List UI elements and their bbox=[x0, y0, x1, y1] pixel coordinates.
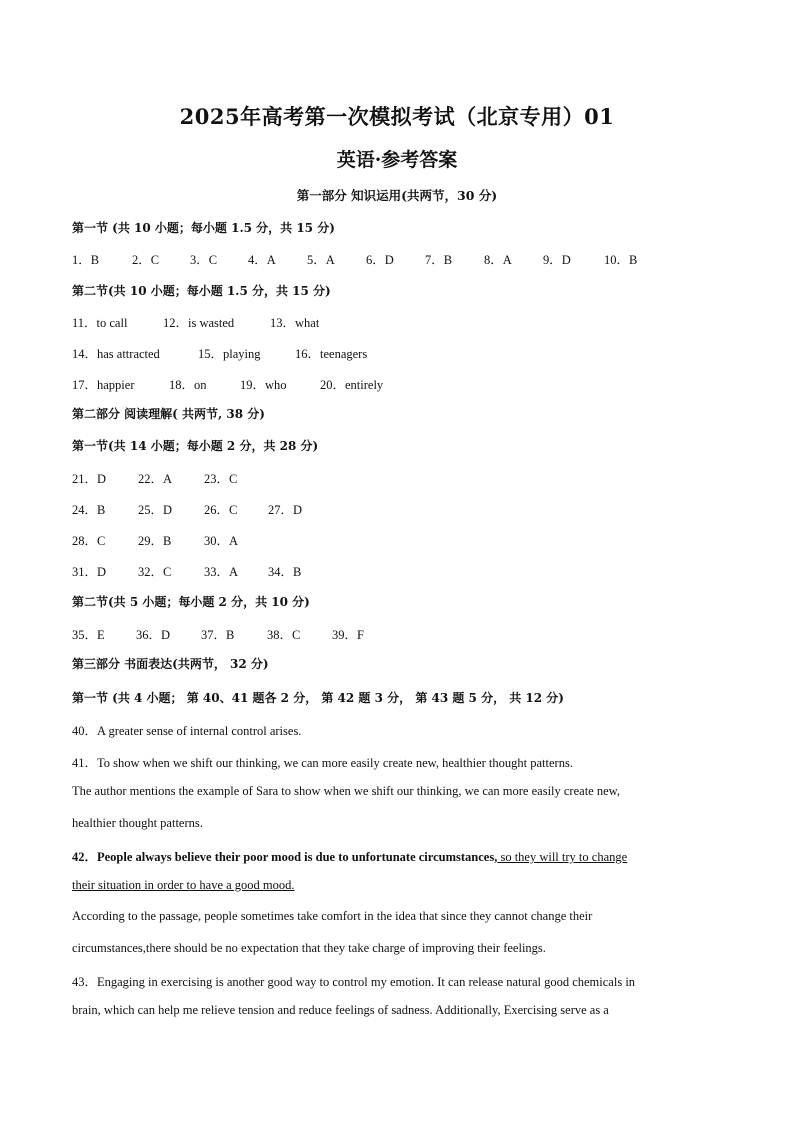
part2-heading: 第二部分 阅读理解( 共两节, 38 分) bbox=[72, 407, 265, 421]
p2s2-answer-row bbox=[72, 625, 364, 643]
answer: 21．D bbox=[72, 472, 107, 486]
answer-41: 41．To show when we shift our thinking, we can more easily create new, healthier thought patterns. bbox=[72, 756, 573, 770]
p1s2-answer-row bbox=[72, 375, 383, 393]
answer: 26．C bbox=[204, 503, 238, 517]
answer: 11．to call bbox=[72, 316, 128, 330]
answer: 3．C bbox=[190, 253, 218, 267]
answer: 17．happier bbox=[72, 378, 135, 392]
p1s1-heading: 第一节 (共 10 小题；每小题 1.5 分，共 15 分) bbox=[72, 221, 335, 235]
answer-41-explanation: healthier thought patterns. bbox=[72, 816, 203, 830]
answer: 33．A bbox=[204, 565, 239, 579]
p1s1-answer-row bbox=[72, 250, 637, 268]
answer: 1．B bbox=[72, 253, 100, 267]
answer: 29．B bbox=[138, 534, 172, 548]
answer: 9．D bbox=[543, 253, 571, 267]
answer: 36．D bbox=[136, 628, 171, 642]
p2s1-answer-row bbox=[72, 562, 301, 580]
answer: 15．playing bbox=[198, 347, 261, 361]
answer-42 bbox=[72, 847, 627, 865]
answer: 14．has attracted bbox=[72, 347, 160, 361]
answer: 10．B bbox=[604, 253, 638, 267]
answer: 18．on bbox=[169, 378, 207, 392]
answer-43: brain, which can help me relieve tension and reduce feelings of sadness. Additionally, Exercising serve as a bbox=[72, 1003, 609, 1017]
answer: 6．D bbox=[366, 253, 394, 267]
answer: 12．is wasted bbox=[163, 316, 235, 330]
answer: 35．E bbox=[72, 628, 105, 642]
answer: 28．C bbox=[72, 534, 106, 548]
answer: 39．F bbox=[332, 628, 364, 642]
answer: 2．C bbox=[132, 253, 160, 267]
p2s2-heading: 第二节(共 5 小题；每小题 2 分，共 10 分) bbox=[72, 595, 310, 609]
p1s2-answer-row bbox=[72, 344, 367, 362]
answer: 38．C bbox=[267, 628, 301, 642]
answer: 16．teenagers bbox=[295, 347, 368, 361]
answer: 19．who bbox=[240, 378, 287, 392]
answer: 27．D bbox=[268, 503, 303, 517]
p2s1-heading: 第一节(共 14 小题；每小题 2 分，共 28 分) bbox=[72, 439, 319, 453]
answer-42-bold: 42．People always believe their poor mood is due to unfortunate circumstances, bbox=[72, 850, 498, 864]
answer: 31．D bbox=[72, 565, 107, 579]
p2s1-answer-row bbox=[72, 531, 238, 549]
page-subtitle: 英语·参考答案 bbox=[336, 149, 458, 171]
answer: 13．what bbox=[270, 316, 320, 330]
answer: 24．B bbox=[72, 503, 106, 517]
answer-42-explanation: circumstances,there should be no expectation that they take charge of improving their feelings. bbox=[72, 941, 546, 955]
p2s1-answer-row bbox=[72, 469, 237, 487]
answer: 22．A bbox=[138, 472, 173, 486]
answer: 23．C bbox=[204, 472, 238, 486]
answer: 8．A bbox=[484, 253, 512, 267]
answer-42-explanation: According to the passage, people sometimes take comfort in the idea that since they cannot change their bbox=[72, 909, 593, 923]
page-title: 2025年高考第一次模拟考试（北京专用）01 bbox=[179, 104, 615, 129]
p2s1-answer-row bbox=[72, 500, 302, 518]
p3s1-heading: 第一节 (共 4 小题； 第 40、41 题各 2 分， 第 42 题 3 分， 第 43 题 5 分， 共 12 分) bbox=[72, 691, 564, 705]
answer-40: 40．A greater sense of internal control arises. bbox=[72, 724, 302, 738]
part1-heading: 第一部分 知识运用(共两节，30 分) bbox=[296, 188, 498, 203]
answer: 5．A bbox=[307, 253, 335, 267]
p1s2-heading: 第二节(共 10 小题；每小题 1.5 分，共 15 分) bbox=[72, 284, 331, 298]
answer: 25．D bbox=[138, 503, 173, 517]
answer-41-explanation: The author mentions the example of Sara to show when we shift our thinking, we can more easily create new, bbox=[72, 784, 620, 798]
answer: 20．entirely bbox=[320, 378, 384, 392]
answer: 37．B bbox=[201, 628, 235, 642]
p1s2-answer-row bbox=[72, 313, 319, 331]
part3-heading: 第三部分 书面表达(共两节， 32 分) bbox=[72, 657, 269, 671]
answer: 4．A bbox=[248, 253, 276, 267]
answer: 32．C bbox=[138, 565, 172, 579]
answer: 7．B bbox=[425, 253, 453, 267]
answer-43: 43．Engaging in exercising is another good way to control my emotion. It can release natural good chemicals in bbox=[72, 975, 636, 989]
answer-42-underlined: so they will try to change bbox=[497, 850, 628, 864]
answer-42-underlined: their situation in order to have a good mood. bbox=[72, 878, 295, 892]
answer: 34．B bbox=[268, 565, 302, 579]
answer: 30．A bbox=[204, 534, 239, 548]
